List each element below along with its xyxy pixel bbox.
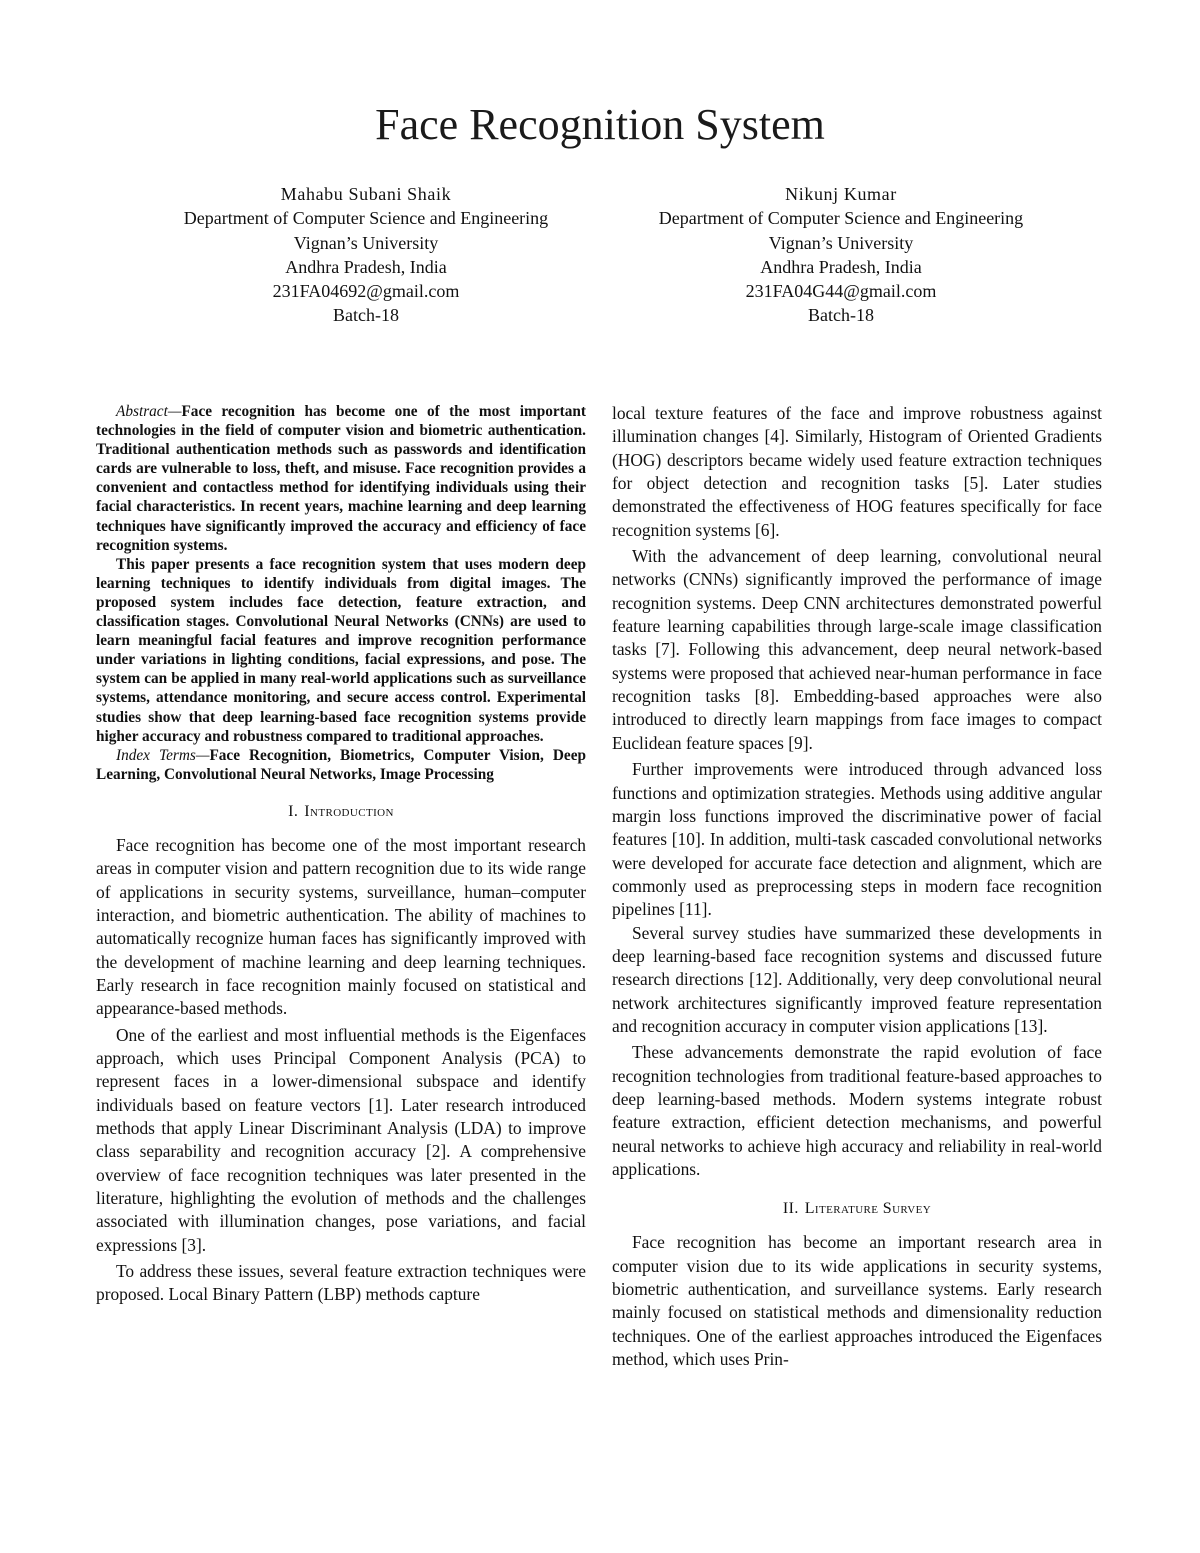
section-heading-introduction [96, 802, 586, 822]
author-email: 231FA04G44@gmail.com [745, 281, 937, 302]
author-university: Vignan’s University [293, 232, 439, 253]
author-block-2 [601, 182, 1081, 328]
author-department: Department of Computer Science and Engineering [658, 208, 1024, 229]
right-column [612, 402, 1102, 1371]
intro-paragraph-3: To address these issues, several feature extraction techniques were proposed. Local Binary Pattern (LBP) methods capture [96, 1261, 586, 1305]
index-terms [96, 746, 586, 784]
section-number: I. [288, 802, 299, 820]
author-block-1 [126, 182, 606, 328]
abstract-paragraph-1 [96, 402, 586, 555]
intro-paragraph-6: Several survey studies have summarized these developments in deep learning-based face recognition systems and discussed future research directions [12]. Additionally, very deep convolutional neural network architectures significantly improved feature representation and recognition accuracy in computer vision applications [13]. [612, 922, 1102, 1036]
index-terms-label: Index Terms— [116, 746, 210, 764]
intro-paragraph-4: With the advancement of deep learning, convolutional neural networks (CNNs) significantly improved the performance of image recognition systems. Deep CNN architectures demonstrated powerful feature learning capabilities through large-scale image classification tasks [7]. Following this advancement, deep neural network-based systems were proposed that achieved near-human performance in face recognition tasks [8]. Embedding-based approaches were also introduced to directly learn mappings from face images to compact Euclidean feature spaces [9]. [612, 546, 1102, 753]
index-terms-text: Face Recognition, Biometrics, Computer Vision, Deep Learning, Convolutional Neural Networks, Image Processing [96, 746, 586, 783]
author-name: Nikunj Kumar [785, 184, 897, 204]
intro-paragraph-7: These advancements demonstrate the rapid evolution of face recognition technologies from traditional feature-based approaches to deep learning-based methods. Modern systems integrate robust feature extraction, efficient detection mechanisms, and powerful neural networks to achieve high accuracy and reliability in real-world applications. [612, 1042, 1102, 1179]
intro-paragraph-3-continued: local texture features of the face and improve robustness against illumination changes [4]. Similarly, Histogram of Oriented Gradients (HOG) descriptors became widely used feature extraction techniques for object detection and recognition tasks [5]. Later studies demonstrated the effectiveness of HOG features specifically for face recognition systems [6]. [612, 403, 1102, 540]
author-university: Vignan’s University [768, 232, 914, 253]
author-location: Andhra Pradesh, India [285, 256, 447, 277]
author-location: Andhra Pradesh, India [760, 256, 922, 277]
author-batch: Batch-18 [808, 305, 874, 326]
section-title: Literature Survey [804, 1200, 932, 1218]
paper-title: Face Recognition System [375, 100, 825, 149]
abstract-label: Abstract— [116, 403, 182, 420]
literature-paragraph-1: Face recognition has become an important research area in computer vision due to its wide applications in security systems, biometric authentication, and surveillance systems. Early research mainly focused on statistical methods and dimensionality reduction techniques. One of the earliest approaches introduced the Eigenfaces method, which uses Prin- [612, 1232, 1102, 1370]
intro-paragraph-5: Further improvements were introduced through advanced loss functions and optimization strategies. Methods using additive angular margin loss functions improved the discriminative power of facial features [10]. In addition, multi-task cascaded convolutional networks were developed for accurate face detection and alignment, which are commonly used as preprocessing steps in modern face recognition pipelines [11]. [612, 759, 1102, 920]
author-batch: Batch-18 [333, 305, 399, 326]
abstract-text: Face recognition has become one of the most important technologies in the field of computer vision and biometric authentication. Traditional authentication methods such as passwords and identification cards are vulnerable to loss, theft, and misuse. Face recognition provides a convenient and contactless method for identifying individuals using their facial characteristics. In recent years, machine learning and deep learning techniques have significantly improved the accuracy and efficiency of face recognition systems. [96, 403, 586, 554]
abstract [96, 402, 586, 784]
abstract-paragraph-2: This paper presents a face recognition system that uses modern deep learning techniques to identify individuals from digital images. The proposed system includes face detection, feature extraction, and classification stages. Convolutional Neural Networks (CNNs) are used to learn meaningful facial features and improve recognition performance under variations in lighting conditions, facial expressions, and pose. The system can be applied in many real-world applications such as surveillance systems, attendance monitoring, and secure access control. Experimental studies show that deep learning-based face recognition systems provide higher accuracy and robustness compared to traditional approaches. [96, 555, 586, 745]
author-department: Department of Computer Science and Engineering [183, 208, 549, 229]
author-name: Mahabu Subani Shaik [280, 184, 452, 204]
section-number: II. [782, 1200, 799, 1218]
intro-paragraph-1: Face recognition has become one of the most important research areas in computer vision and pattern recognition due to its wide range of applications in security systems, surveillance, human–computer interaction, and biometric authentication. The ability of machines to automatically recognize human faces has significantly improved with the development of machine learning and deep learning techniques. Early research in face recognition mainly focused on statistical and appearance-based methods. [96, 834, 586, 1019]
left-column [96, 402, 586, 1307]
intro-paragraph-2: One of the earliest and most influential methods is the Eigenfaces approach, which uses Principal Component Analysis (PCA) to represent faces in a lower-dimensional subspace and identify individuals based on feature vectors [1]. Later research introduced methods that apply Linear Discriminant Analysis (LDA) to improve class separability and recognition accuracy [2]. A comprehensive overview of face recognition techniques was later presented in the literature, highlighting the evolution of methods and the challenges associated with illumination changes, pose variations, and facial expressions [3]. [96, 1024, 586, 1255]
section-heading-literature-survey [612, 1199, 1102, 1219]
section-title: Introduction [304, 802, 394, 820]
author-email: 231FA04692@gmail.com [272, 281, 460, 302]
